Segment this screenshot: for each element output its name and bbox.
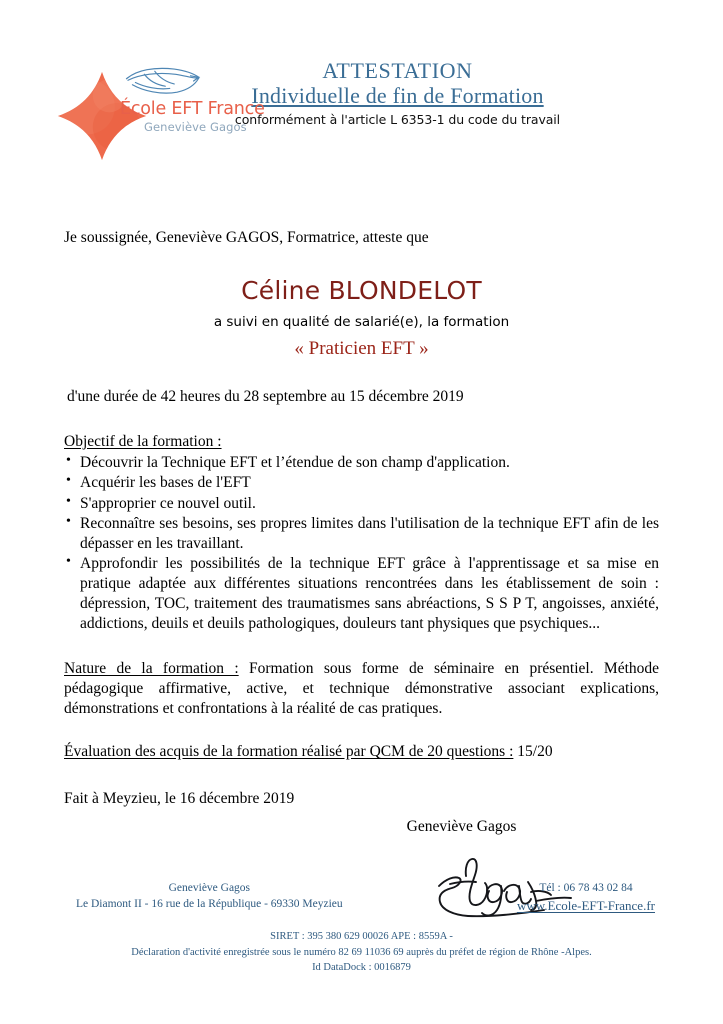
objective-text: Découvrir la Technique EFT et l’étendue de son champ d'application. — [80, 454, 510, 472]
nature-text: Formation sous forme de séminaire en présentiel. Méthode pédagogique affirmative, active, et technique démonstrative associant explications, démonstrations et confrontations à la réalité de cas pratiques. — [64, 659, 660, 718]
nature-paragraph — [64, 659, 659, 720]
footer-declaration: Déclaration d'activité enregistrée sous le numéro 82 69 11036 69 auprès du préfet de région de Rhône -Alpes. — [131, 946, 592, 958]
objectives-section — [64, 432, 659, 635]
ecole-eft-france-logo — [50, 62, 265, 164]
footer-datadock: Id DataDock : 0016879 — [312, 962, 411, 974]
logo-brand-sub: Geneviève Gagos — [144, 120, 247, 135]
list-item — [64, 554, 659, 635]
evaluation-line — [64, 742, 659, 762]
footer-phone: Tél : 06 78 43 02 84 — [539, 881, 633, 894]
footer-website-link[interactable]: www.Ecole-EFT-France.fr — [516, 898, 655, 914]
evaluation-score: 15/20 — [517, 743, 553, 761]
nature-heading: Nature de la formation : — [64, 659, 239, 677]
objectives-list — [64, 453, 659, 634]
objective-text: • Approfondir les possibilités de la technique EFT grâce à l'apprentissage et sa mise en pratique adaptée aux différentes situations rencontrées dans les établissement de soin : dépression, TOC, traitement des traumatismes sans abréactions, S S P T, angoisses, anxiété, addictions, deuils et deuils pathologiques, douleurs tant physiques que psychiques... — [80, 554, 659, 633]
attestation-intro: Je soussignée, Geneviève GAGOS, Formatrice, atteste que — [64, 229, 429, 246]
course-title: « Praticien EFT » — [294, 338, 429, 360]
list-item — [64, 453, 659, 473]
training-duration: d'une durée de 42 heures du 28 septembre au 15 décembre 2019 — [67, 388, 464, 406]
recipient-block — [64, 276, 659, 361]
place-and-date: Fait à Meyzieu, le 16 décembre 2019 — [64, 789, 295, 807]
objective-text: Acquérir les bases de l'EFT — [80, 474, 251, 492]
list-item — [64, 494, 659, 514]
logo-wordmark — [120, 100, 265, 134]
document-footer — [0, 880, 723, 976]
footer-siret: SIRET : 395 380 629 00026 APE : 8559A - — [270, 930, 453, 942]
legal-reference: conformément à l'article L 6353-1 du code du travail — [234, 111, 561, 127]
nature-section — [64, 659, 659, 720]
footer-contact-block — [517, 880, 657, 916]
evaluation-heading: Évaluation des acquis de la formation réalisé par QCM de 20 questions : — [64, 743, 514, 761]
objectives-heading: Objectif de la formation : — [64, 432, 222, 450]
objective-text: S'approprier ce nouvel outil. — [80, 494, 256, 512]
page-subtitle: Individuelle de fin de Formation — [251, 83, 544, 109]
page-title: ATTESTATION — [322, 58, 473, 83]
footer-legal-block — [0, 929, 723, 976]
footer-address-block — [66, 880, 343, 913]
document-header — [64, 0, 659, 170]
recipient-name: Céline BLONDELOT — [241, 276, 482, 306]
dove-bird-icon — [122, 62, 204, 100]
footer-trainer-name: Geneviève Gagos — [168, 881, 251, 894]
list-item — [64, 514, 659, 554]
footer-address: Le Diamont II - 16 rue de la République - 69330 Meyzieu — [76, 898, 343, 911]
document-body — [64, 228, 659, 930]
footer-columns — [0, 880, 723, 916]
list-item — [64, 473, 659, 493]
logo-brand-name: École EFT France — [120, 99, 265, 119]
recipient-status: a suivi en qualité de salarié(e), la formation — [213, 314, 510, 331]
signer-name: Geneviève Gagos — [406, 818, 517, 836]
objective-text: • Reconnaître ses besoins, ses propres limites dans l'utilisation de la technique EFT afin de les dépasser en les travaillant. — [80, 514, 659, 552]
